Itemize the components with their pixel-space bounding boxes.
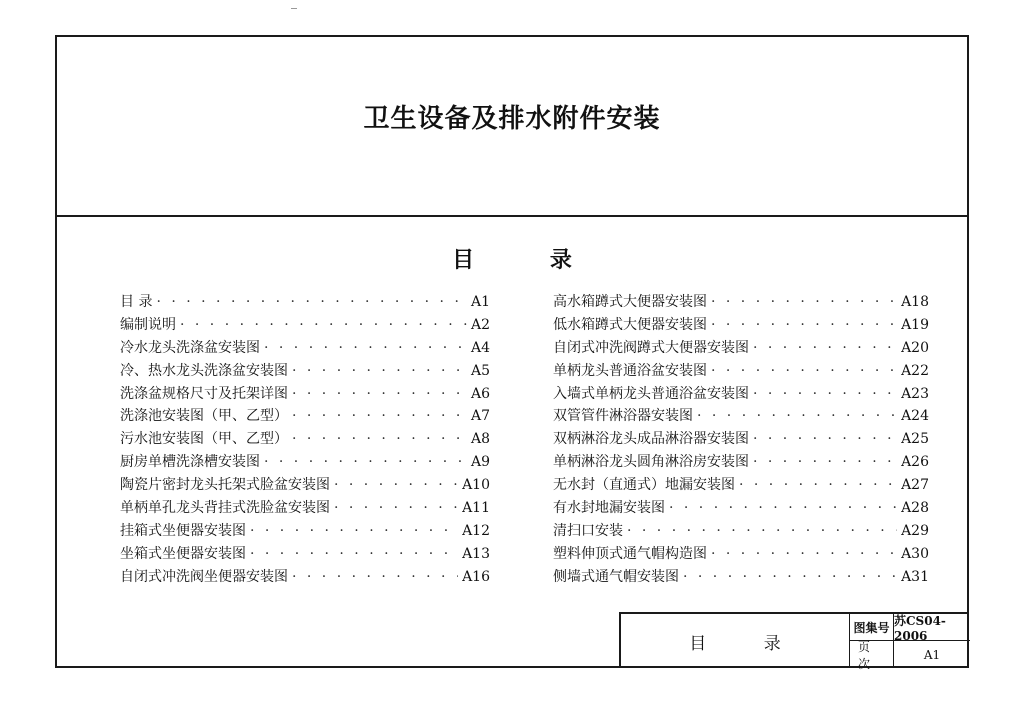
toc-entry-title: 无水封（直通式）地漏安装图 [553,477,735,494]
toc-entry-title: 目 录 [120,294,153,310]
toc-entry [553,566,929,589]
leader-dots [627,523,897,539]
toc-entry-page: A28 [901,500,929,517]
toc-entry-title: 双柄淋浴龙头成品淋浴器安装图 [553,431,749,448]
toc-entry-page: A24 [901,408,929,425]
leader-dots [250,546,458,562]
leader-dots [292,408,467,424]
toc-entry-page: A9 [470,454,490,471]
toc-entry-title: 单柄单孔龙头背挂式洗脸盆安装图 [120,500,330,517]
toc-entry [553,291,929,314]
toc-entry-title: 低水箱蹲式大便器安装图 [553,316,707,333]
toc-entry-title: 编制说明 [120,316,176,333]
leader-dots [264,454,467,470]
toc-entry-page: A11 [462,500,490,517]
toc-entry [120,405,490,428]
toc-entry-title: 高水箱蹲式大便器安装图 [553,294,707,310]
toc-entry-title: 洗涤池安装图（甲、乙型） [120,408,288,425]
toc-entry-title: 清扫口安装 [553,522,623,539]
toc-entry-title: 双管管件淋浴器安装图 [553,408,693,425]
leader-dots [683,569,897,585]
leader-dots [753,454,897,470]
toc-entry-page: A26 [901,454,929,471]
leader-dots [711,317,897,333]
leader-dots [292,569,458,585]
toc-entry [120,451,490,474]
toc-entry [120,566,490,589]
toc-entry-title: 冷水龙头洗涤盆安装图 [120,339,260,356]
leader-dots [753,340,897,356]
toc-entry-page: A5 [470,362,490,379]
leader-dots [711,363,897,379]
atlas-number: 苏CS04-2006 [894,614,970,641]
toc-entry [553,405,929,428]
atlas-number-label: 图集号 [850,614,894,641]
page-number-label: 页 次 [850,641,894,668]
toc-entry [120,497,490,520]
toc-entry [553,337,929,360]
toc-entry [120,543,490,566]
toc-entry-page: A1 [470,294,490,310]
toc-entry-page: A10 [462,477,490,494]
toc-entry [120,360,490,383]
leader-dots [292,363,467,379]
section-divider [55,215,969,217]
title-block-name: 目 录 [689,633,807,654]
toc-entry-page: A18 [901,294,929,310]
toc-entry-page: A19 [901,316,929,333]
toc-left-column [120,291,490,589]
toc-entry-page: A2 [470,316,490,333]
leader-dots [711,294,897,310]
leader-dots [156,294,467,310]
toc-entry-title: 陶瓷片密封龙头托架式脸盆安装图 [120,477,330,494]
toc-entry-title: 厨房单槽洗涤槽安装图 [120,454,260,471]
leader-dots [669,500,897,516]
toc-entry-page: A30 [901,545,929,562]
leader-dots [334,477,458,493]
toc-entry-page: A6 [470,385,490,402]
toc-entry [120,291,490,314]
toc-entry-title: 挂箱式坐便器安装图 [120,522,246,539]
title-block-grid [849,613,969,671]
toc-entry-title: 有水封地漏安装图 [553,500,665,517]
toc-entry [553,360,929,383]
toc-entry [553,428,929,451]
toc-entry-title: 自闭式冲洗阀坐便器安装图 [120,568,288,585]
toc-entry [553,383,929,406]
leader-dots [180,317,467,333]
toc-entry-title: 坐箱式坐便器安装图 [120,545,246,562]
toc-entry [120,428,490,451]
page-number: A1 [923,647,941,662]
toc-entry-title: 污水池安装图（甲、乙型） [120,431,288,448]
toc-entry [120,337,490,360]
toc-entry [553,451,929,474]
toc-entry-page: A22 [901,362,929,379]
toc-entry-page: A8 [470,431,490,448]
page-title: 卫生设备及排水附件安装 [363,104,661,134]
leader-dots [711,546,897,562]
toc-entry [553,497,929,520]
toc-entry-title: 侧墙式通气帽安装图 [553,568,679,585]
leader-dots [292,386,467,402]
toc-entry [553,314,929,337]
toc-entry [120,314,490,337]
toc-entry-page: A29 [901,522,929,539]
toc-entry-page: A25 [901,431,929,448]
toc-entry [553,474,929,497]
toc-entry [120,520,490,543]
toc-entry-page: A12 [462,522,490,539]
leader-dots [250,523,458,539]
toc-heading: 目 录 [452,248,606,273]
leader-dots [264,340,467,356]
toc-entry-page: A27 [901,477,929,494]
toc-entry [553,520,929,543]
toc-entry-page: A16 [462,568,490,585]
leader-dots [292,431,467,447]
toc-entry [553,543,929,566]
toc-entry-page: A7 [470,408,490,425]
leader-dots [697,408,897,424]
toc-entry [120,383,490,406]
leader-dots [753,386,897,402]
toc-entry-title: 入墙式单柄龙头普通浴盆安装图 [553,385,749,402]
toc-entry-title: 单柄淋浴龙头圆角淋浴房安装图 [553,454,749,471]
toc-entry-title: 洗涤盆规格尺寸及托架详图 [120,385,288,402]
toc-entry-title: 塑料伸顶式通气帽构造图 [553,545,707,562]
toc-entry-title: 单柄龙头普通浴盆安装图 [553,362,707,379]
toc-entry-page: A31 [901,568,929,585]
toc-entry-title: 自闭式冲洗阀蹲式大便器安装图 [553,339,749,356]
toc-entry-page: A23 [901,385,929,402]
toc-entry-page: A20 [901,339,929,356]
title-block [619,612,969,671]
toc-entry-page: A13 [462,545,490,562]
toc-entry-title: 冷、热水龙头洗涤盆安装图 [120,362,288,379]
scan-mark [291,8,297,9]
leader-dots [739,477,897,493]
leader-dots [753,431,897,447]
toc-entry-page: A4 [470,339,490,356]
toc-right-column [553,291,929,589]
leader-dots [334,500,458,516]
toc-entry [120,474,490,497]
